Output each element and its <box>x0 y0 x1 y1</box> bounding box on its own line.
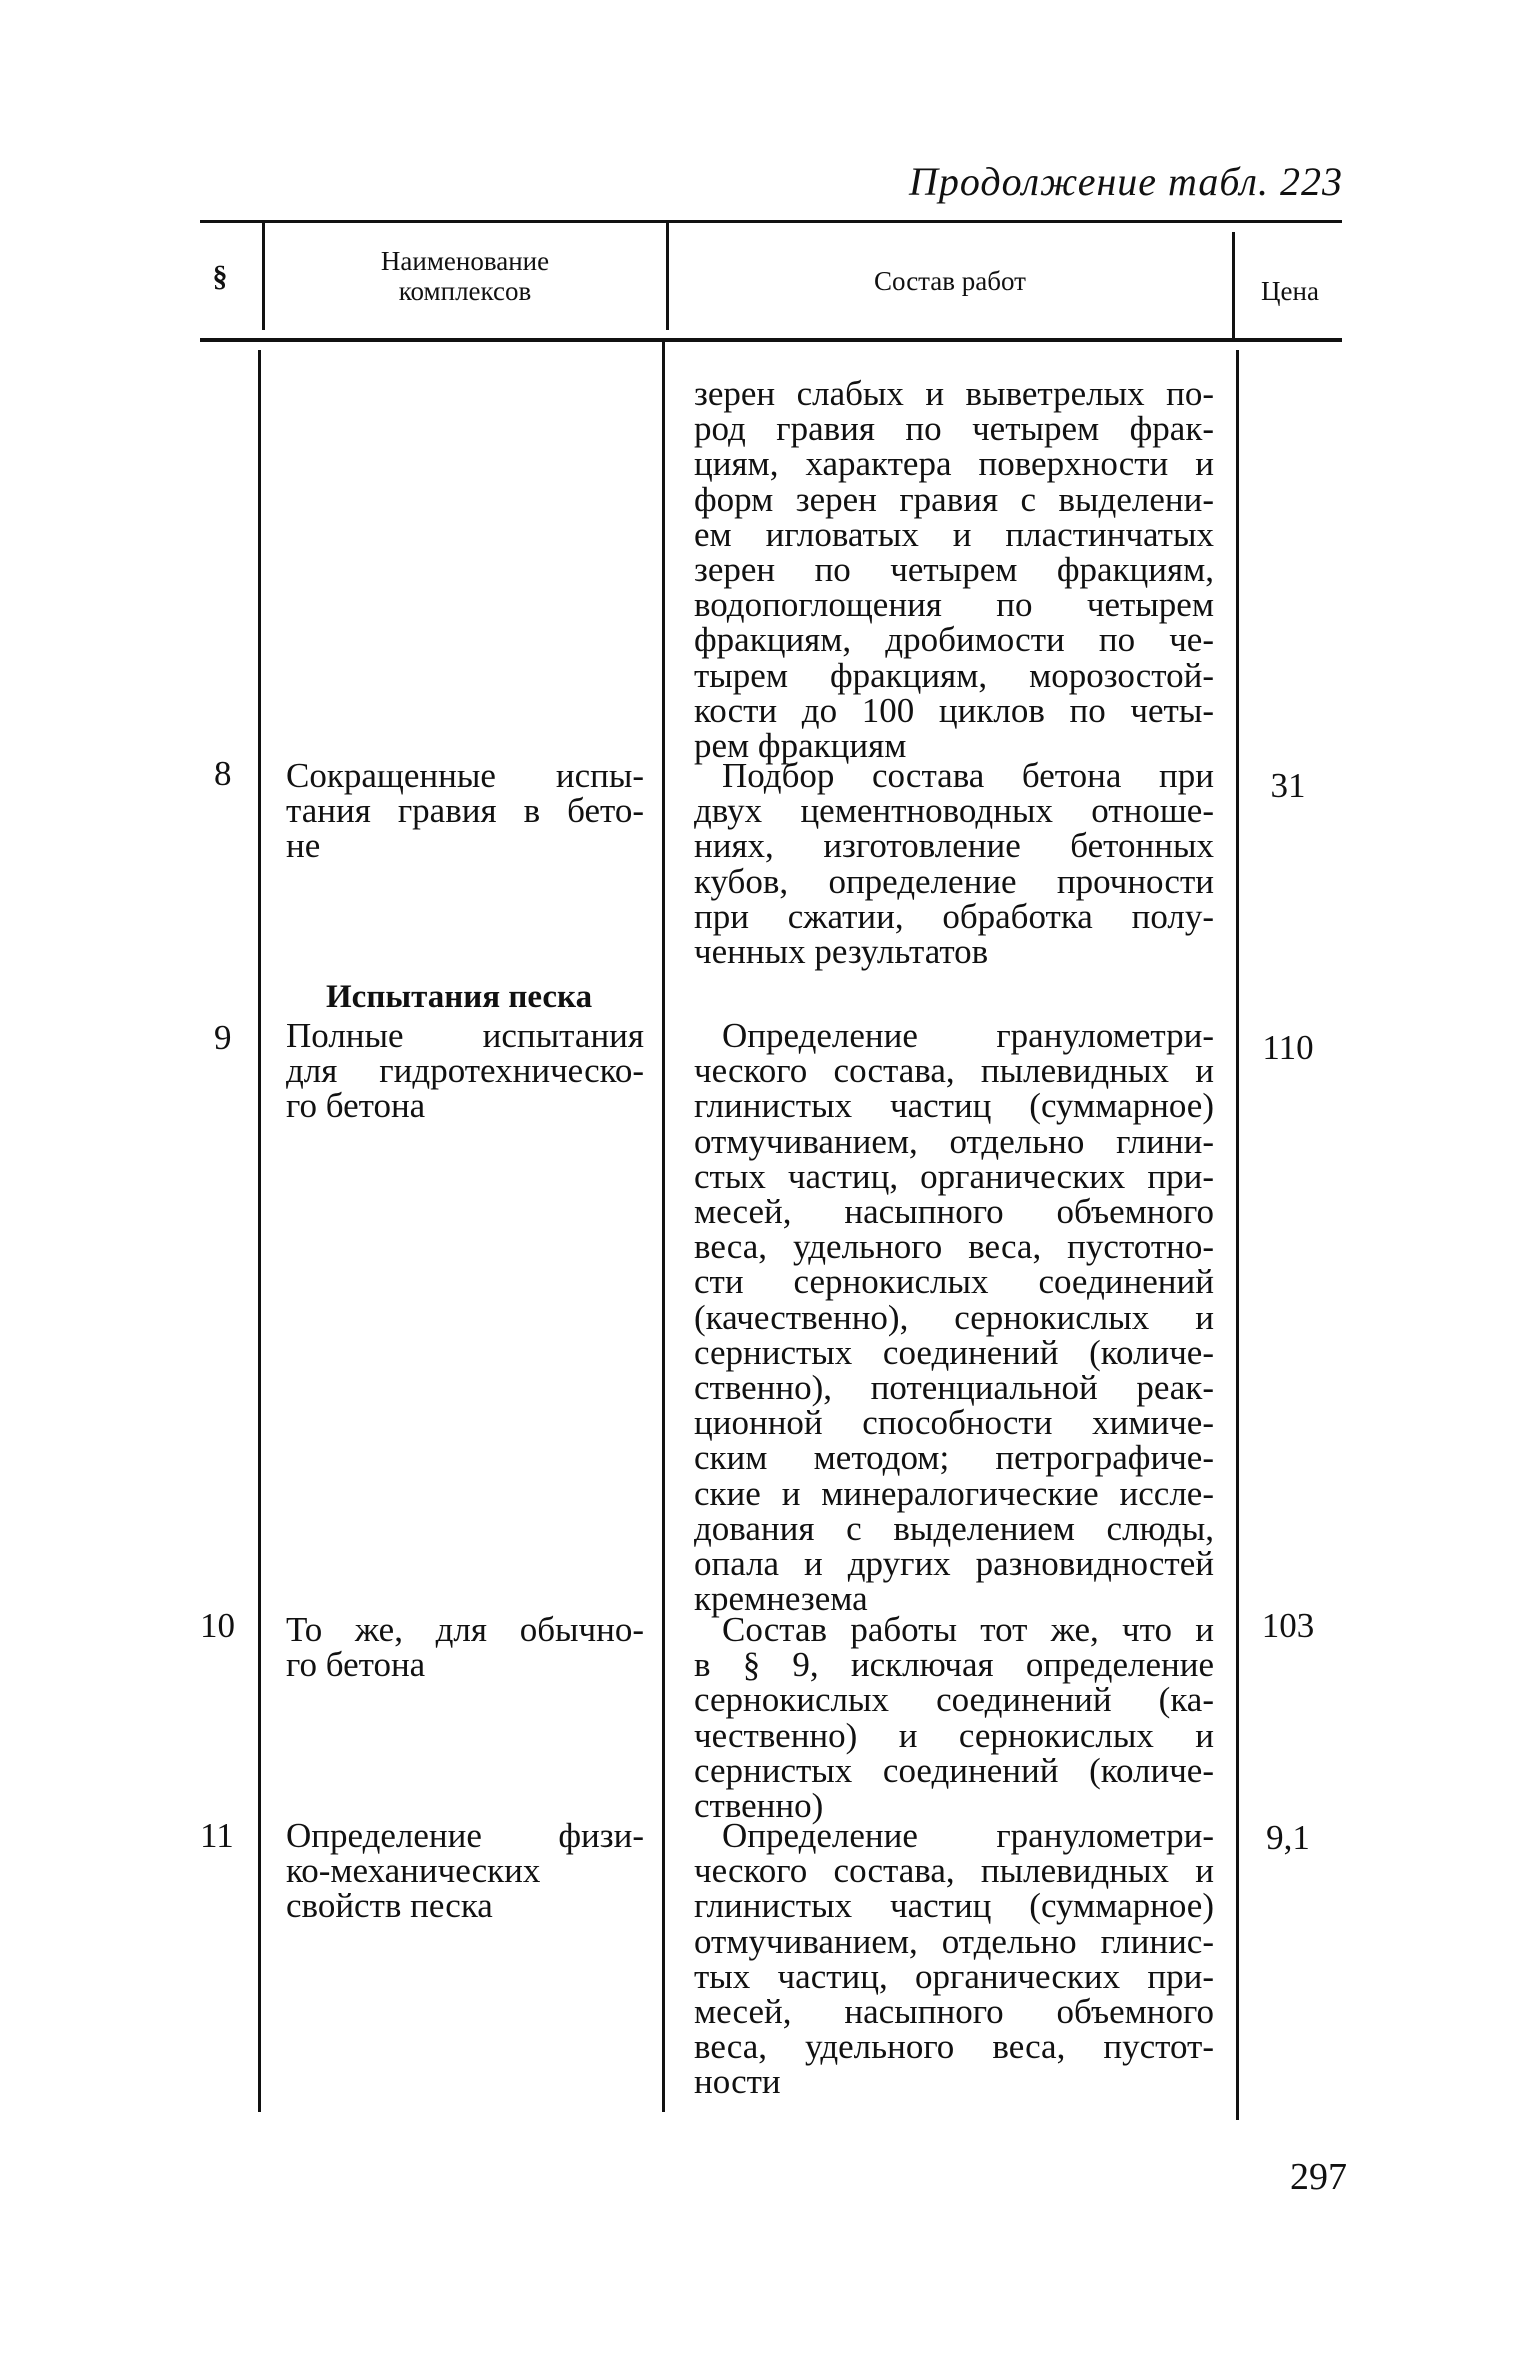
row-work-line: чественно) и сернокислых и <box>694 1715 1214 1755</box>
row-work-line: ниях, изготовление бетонных <box>694 826 1214 866</box>
row-name-line: ко-механических <box>286 1851 541 1891</box>
group-title: Испытания песка <box>326 979 593 1015</box>
row-11-section: 11 <box>200 1816 234 1855</box>
row-work-line: (качественно), сернокислых и <box>694 1297 1214 1337</box>
row-name-line: Сокращенные испы- <box>286 756 644 795</box>
row-11-price: 9,1 <box>1266 1818 1310 1857</box>
row-work-line: дования с выделением слюды, <box>694 1508 1214 1548</box>
row-work-line: месей, насыпного объемного <box>694 1192 1214 1232</box>
continuation-text <box>694 374 1214 766</box>
row-work-line: месей, насыпного объемного <box>694 1992 1214 2032</box>
row-work-line: сернистых соединений (количе- <box>694 1750 1214 1790</box>
row-name-line: не <box>286 826 321 866</box>
row-work-line: двух цементноводных отноше- <box>694 791 1214 831</box>
continuation-line: род гравия по четырем фрак- <box>694 409 1214 449</box>
row-work-line: сти сернокислых соединений <box>694 1262 1214 1302</box>
row-name-line: го бетона <box>286 1645 426 1685</box>
header-name <box>290 246 640 306</box>
row-work-line: отмучиванием, отдельно глини- <box>694 1121 1214 1161</box>
row-work-line: в § 9, исключая определение <box>694 1645 1214 1685</box>
row-8-work <box>694 756 1214 972</box>
row-work-line: кубов, определение прочности <box>694 861 1214 901</box>
row-11-name <box>286 1818 644 1924</box>
row-9-work <box>694 1016 1214 1619</box>
header-bottom-rule <box>200 338 1342 342</box>
row-work-line: стых частиц, органических при- <box>694 1156 1214 1196</box>
row-work-line: глинистых частиц (суммарное) <box>694 1086 1214 1126</box>
row-work-line: опала и других разновидностей <box>694 1544 1214 1584</box>
continuation-line: фракциям, дробимости по че- <box>694 620 1214 660</box>
row-name-line: Полные испытания <box>286 1016 644 1055</box>
row-10-name <box>286 1610 644 1685</box>
row-work-line: Определение гранулометри- <box>722 1016 1214 1055</box>
row-work-line: веса, удельного веса, пустот- <box>694 2027 1214 2067</box>
row-work-line: сернокислых соединений (ка- <box>694 1680 1214 1720</box>
body-col-rule-2 <box>662 340 665 2112</box>
continuation-line: водопоглощения по четырем <box>694 585 1214 625</box>
row-work-line: ским методом; петрографиче- <box>694 1438 1214 1478</box>
row-name-line: То же, для обычно- <box>286 1610 644 1649</box>
header-section: § <box>212 260 228 293</box>
continuation-line: тырем фракциям, морозостой- <box>694 655 1214 695</box>
table-caption: Продолжение табл. 223 <box>908 159 1343 204</box>
continuation-line: ем игловатых и пластинчатых <box>694 514 1214 554</box>
header-top-rule <box>200 220 1342 223</box>
row-8-price: 31 <box>1270 766 1306 805</box>
continuation-line: циям, характера поверхности и <box>694 444 1214 484</box>
header-name-line-1: Наименование <box>380 246 550 276</box>
row-9-price: 110 <box>1262 1028 1314 1067</box>
row-10-section: 10 <box>200 1606 235 1645</box>
row-10-work <box>694 1610 1214 1826</box>
header-col-rule-1 <box>262 222 265 330</box>
row-11-work <box>694 1818 1214 2100</box>
row-work-line: ционной способности химиче- <box>694 1403 1214 1443</box>
continuation-line: форм зерен гравия с выделени- <box>694 479 1214 519</box>
row-work-line: при сжатии, обработка полу- <box>694 896 1214 936</box>
body-col-rule-1 <box>258 350 261 2112</box>
row-10-price: 103 <box>1261 1606 1315 1645</box>
row-work-line: Определение гранулометри- <box>722 1816 1214 1855</box>
row-name-line: го бетона <box>286 1086 426 1126</box>
row-work-line: тых частиц, органических при- <box>694 1956 1214 1996</box>
header-work: Состав работ <box>874 266 1026 296</box>
row-work-line: кремнезема <box>694 1579 868 1619</box>
header-name-line-2: комплексов <box>398 276 532 306</box>
row-work-line: ственно) <box>694 1786 824 1826</box>
row-work-line: Состав работы тот же, что и <box>722 1610 1214 1649</box>
row-work-line: ческого состава, пылевидных и <box>694 1851 1214 1891</box>
row-work-line: ченных результатов <box>694 932 989 972</box>
row-work-line: глинистых частиц (суммарное) <box>694 1886 1214 1926</box>
row-name-line: Определение физи- <box>286 1816 644 1855</box>
header-col-rule-3 <box>1232 232 1235 340</box>
row-9-name <box>286 1018 644 1124</box>
header-price: Цена <box>1261 276 1319 306</box>
continuation-line: зерен слабых и выветрелых по- <box>694 374 1214 413</box>
continuation-line: рем фракциям <box>694 726 907 766</box>
row-work-line: сернистых соединений (количе- <box>694 1332 1214 1372</box>
row-9-section: 9 <box>214 1018 232 1057</box>
row-name-line: свойств песка <box>286 1886 493 1926</box>
row-work-line: отмучиванием, отдельно глинис- <box>694 1921 1214 1961</box>
row-name-line: для гидротехническо- <box>286 1051 644 1091</box>
continuation-line: кости до 100 циклов по четы- <box>694 690 1214 730</box>
row-work-line: ственно), потенциальной реак- <box>694 1368 1214 1408</box>
row-name-line: тания гравия в бето- <box>286 791 644 831</box>
row-work-line: ские и минералогические иссле- <box>694 1473 1214 1513</box>
row-8-section: 8 <box>214 754 232 793</box>
row-work-line: веса, удельного веса, пустотно- <box>694 1227 1214 1267</box>
row-work-line: ческого состава, пылевидных и <box>694 1051 1214 1091</box>
row-work-line: ности <box>694 2062 781 2102</box>
row-work-line: Подбор состава бетона при <box>722 756 1214 795</box>
header-col-rule-2 <box>666 222 669 330</box>
row-8-name <box>286 758 644 864</box>
continuation-line: зерен по четырем фракциям, <box>694 550 1214 590</box>
page-number: 297 <box>1290 2156 1347 2198</box>
